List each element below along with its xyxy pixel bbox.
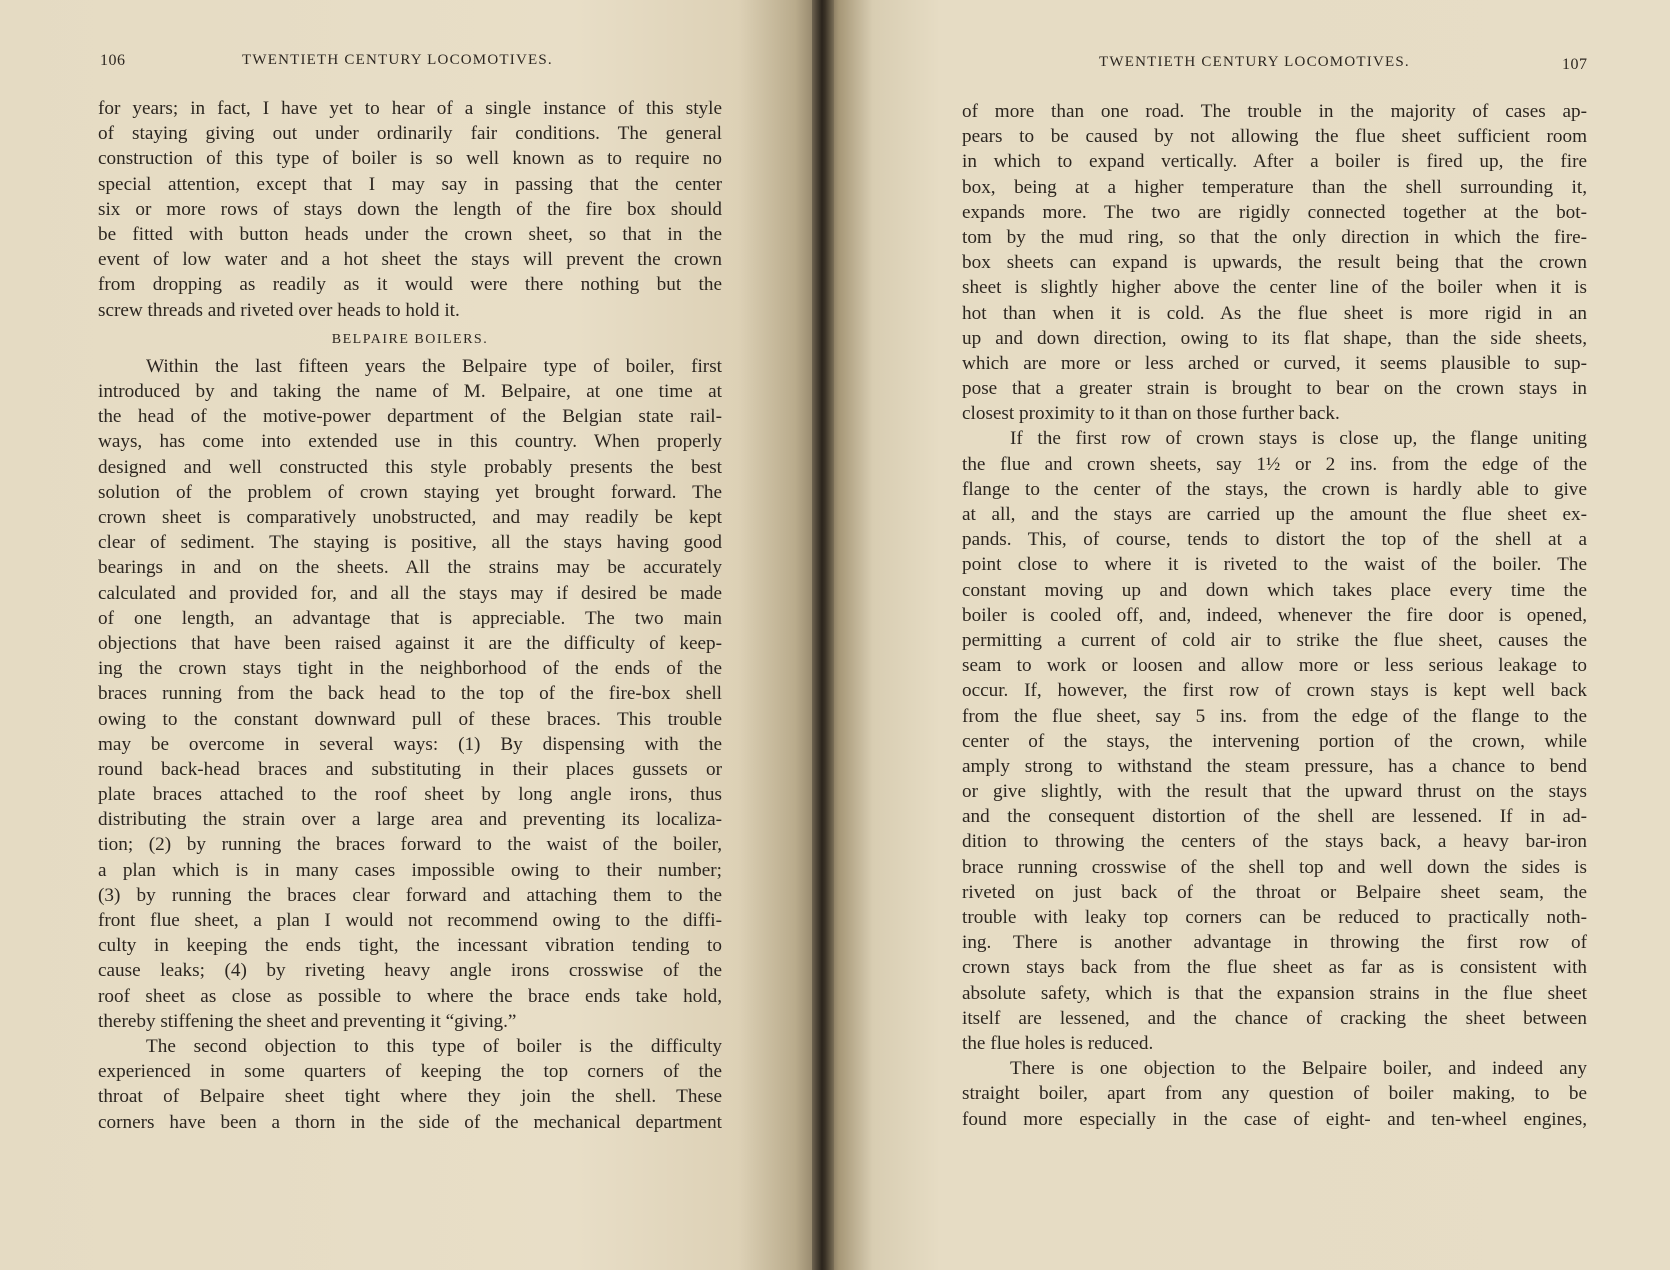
text-line: box, being at a higher temperature than the shell surrounding it, bbox=[962, 176, 1587, 198]
text-line: up and down direction, owing to its flat shape, than the side sheets, bbox=[962, 327, 1587, 349]
text-line: cause leaks; (4) by riveting heavy angle irons crosswise of the bbox=[98, 960, 722, 982]
text-line: six or more rows of stays down the length of the fire box should bbox=[98, 198, 722, 220]
right-paragraph-2 bbox=[962, 426, 1587, 1056]
right-running-head: TWENTIETH CENTURY LOCOMOTIVES. bbox=[1099, 54, 1410, 70]
text-line: event of low water and a hot sheet the stays will prevent the crown bbox=[98, 249, 722, 271]
text-line: roof sheet as close as possible to where the brace ends take hold, bbox=[98, 985, 722, 1007]
right-page bbox=[822, 0, 1670, 1270]
text-line: from the flue sheet, say 5 ins. from the edge of the flange to the bbox=[962, 705, 1587, 727]
text-line: pears to be caused by not allowing the flue sheet sufficient room bbox=[962, 126, 1587, 148]
text-line: owing to the constant downward pull of these braces. This trouble bbox=[98, 708, 722, 730]
text-line: front flue sheet, a plan I would not recommend owing to the diffi- bbox=[98, 910, 722, 931]
text-line: corners have been a thorn in the side of the mechanical department bbox=[98, 1111, 722, 1133]
text-line: clear of sediment. The staying is positive, all the stays having good bbox=[98, 532, 722, 554]
text-line: bearings in and on the sheets. All the strains may be accurately bbox=[98, 557, 722, 579]
text-line: and the consequent distortion of the shell are lessened. If in ad- bbox=[962, 806, 1587, 828]
text-line: the head of the motive-power department of the Belgian state rail- bbox=[98, 406, 722, 428]
text-line: Within the last fifteen years the Belpaire type of boiler, first bbox=[146, 355, 722, 377]
right-paragraph-1 bbox=[962, 99, 1587, 426]
text-line: thereby stiffening the sheet and preventing it “giving.” bbox=[98, 1010, 517, 1032]
left-paragraph-1 bbox=[98, 96, 722, 323]
left-paragraph-3 bbox=[98, 1034, 722, 1135]
left-paragraph-2 bbox=[98, 354, 722, 1034]
text-line: objections that have been raised against it are the difficulty of keep- bbox=[98, 632, 722, 654]
text-line: screw threads and riveted over heads to hold it. bbox=[98, 299, 460, 321]
text-line: expands more. The two are rigidly connected together at the bot- bbox=[962, 201, 1587, 223]
text-line: If the first row of crown stays is close up, the flange uniting bbox=[1010, 428, 1587, 450]
text-line: pands. This, of course, tends to distort the top of the shell at a bbox=[962, 529, 1587, 551]
text-line: construction of this type of boiler is so well known as to require no bbox=[98, 148, 722, 170]
left-page-number: 106 bbox=[100, 52, 126, 69]
text-line: point close to where it is riveted to the waist of the boiler. The bbox=[962, 554, 1587, 576]
text-line: pose that a greater strain is brought to bear on the crown stays in bbox=[962, 378, 1587, 400]
text-line: braces running from the back head to the top of the fire-box shell bbox=[98, 683, 722, 705]
text-line: ing the crown stays tight in the neighborhood of the ends of the bbox=[98, 658, 722, 680]
left-body-text bbox=[98, 96, 722, 1135]
text-line: crown sheet is comparatively unobstructed, and may readily be kept bbox=[98, 507, 722, 528]
text-line: boiler is cooled off, and, indeed, whenever the fire door is opened, bbox=[962, 604, 1587, 626]
text-line: of staying giving out under ordinarily fair conditions. The general bbox=[98, 123, 722, 145]
section-heading: BELPAIRE BOILERS. bbox=[331, 331, 489, 347]
text-line: tion; (2) by running the braces forward to the waist of the boiler, bbox=[98, 834, 722, 856]
right-paragraph-3 bbox=[962, 1056, 1587, 1132]
left-page bbox=[0, 0, 820, 1270]
text-line: flange to the center of the stays, the crown is hardly able to give bbox=[962, 478, 1587, 500]
text-line: absolute safety, which is that the expansion strains in the flue sheet bbox=[962, 982, 1587, 1004]
text-line: introduced by and taking the name of M. Belpaire, at one time at bbox=[98, 381, 722, 403]
text-line: the flue holes is reduced. bbox=[962, 1032, 1154, 1054]
text-line: crown stays back from the flue sheet as far as is consistent with bbox=[962, 957, 1587, 979]
text-line: for years; in fact, I have yet to hear of a single instance of this style bbox=[98, 98, 722, 119]
text-line: seam to work or loosen and allow more or less serious leakage to bbox=[962, 655, 1587, 677]
right-page-number: 107 bbox=[1562, 56, 1588, 73]
text-line: which are more or less arched or curved, it seems plausible to sup- bbox=[962, 352, 1587, 374]
text-line: the flue and crown sheets, say 1½ or 2 ins. from the edge of the bbox=[962, 453, 1587, 475]
text-line: constant moving up and down which takes place every time the bbox=[962, 579, 1587, 601]
text-line: straight boiler, apart from any question of boiler making, to be bbox=[962, 1083, 1587, 1105]
text-line: ing. There is another advantage in throwing the first row of bbox=[962, 932, 1587, 954]
text-line: solution of the problem of crown staying yet brought forward. The bbox=[98, 481, 722, 503]
text-line: of one length, an advantage that is appreciable. The two main bbox=[98, 607, 722, 629]
text-line: be fitted with button heads under the crown sheet, so that in the bbox=[98, 223, 722, 245]
text-line: experienced in some quarters of keeping the top corners of the bbox=[98, 1061, 722, 1083]
text-line: may be overcome in several ways: (1) By dispensing with the bbox=[98, 733, 722, 755]
text-line: occur. If, however, the first row of crown stays is kept well back bbox=[962, 680, 1587, 702]
text-line: ways, has come into extended use in this country. When properly bbox=[98, 431, 722, 453]
text-line: brace running crosswise of the shell top and well down the sides is bbox=[962, 856, 1587, 878]
text-line: found more especially in the case of eight- and ten-wheel engines, bbox=[962, 1108, 1587, 1130]
text-line: from dropping as readily as it would were there nothing but the bbox=[98, 274, 722, 296]
text-line: at all, and the stays are carried up the amount the flue sheet ex- bbox=[962, 504, 1587, 525]
left-running-head: TWENTIETH CENTURY LOCOMOTIVES. bbox=[242, 52, 553, 68]
text-line: riveted on just back of the throat or Belpaire sheet seam, the bbox=[962, 881, 1587, 903]
text-line: trouble with leaky top corners can be reduced to practically noth- bbox=[962, 907, 1587, 928]
text-line: tom by the mud ring, so that the only direction in which the fire- bbox=[962, 226, 1587, 248]
text-line: box sheets can expand is upwards, the result being that the crown bbox=[962, 252, 1587, 274]
text-line: calculated and provided for, and all the stays may if desired be made bbox=[98, 582, 722, 604]
text-line: sheet is slightly higher above the center line of the boiler when it is bbox=[962, 277, 1587, 299]
text-line: permitting a current of cold air to strike the flue sheet, causes the bbox=[962, 629, 1587, 651]
text-line: designed and well constructed this style probably presents the best bbox=[98, 456, 722, 478]
text-line: of more than one road. The trouble in the majority of cases ap- bbox=[962, 101, 1587, 122]
text-line: The second objection to this type of boiler is the difficulty bbox=[146, 1035, 722, 1057]
text-line: dition to throwing the centers of the stays back, a heavy bar-iron bbox=[962, 831, 1587, 853]
text-line: throat of Belpaire sheet tight where they join the shell. These bbox=[98, 1086, 722, 1108]
right-body-text bbox=[962, 99, 1587, 1132]
text-line: hot than when it is cold. As the flue sheet is more rigid in an bbox=[962, 302, 1587, 324]
text-line: in which to expand vertically. After a boiler is fired up, the fire bbox=[962, 151, 1587, 173]
text-line: There is one objection to the Belpaire boiler, and indeed any bbox=[1010, 1058, 1587, 1080]
text-line: closest proximity to it than on those further back. bbox=[962, 403, 1340, 425]
text-line: a plan which is in many cases impossible owing to their number; bbox=[98, 859, 722, 881]
text-line: itself are lessened, and the chance of cracking the sheet between bbox=[962, 1007, 1587, 1029]
text-line: or give slightly, with the result that the upward thrust on the stays bbox=[962, 781, 1587, 803]
text-line: plate braces attached to the roof sheet by long angle irons, thus bbox=[98, 784, 722, 806]
text-line: center of the stays, the intervening portion of the crown, while bbox=[962, 730, 1587, 752]
text-line: round back-head braces and substituting in their places gussets or bbox=[98, 758, 722, 780]
text-line: (3) by running the braces clear forward and attaching them to the bbox=[98, 884, 722, 906]
book-gutter bbox=[812, 0, 834, 1270]
text-line: special attention, except that I may say in passing that the center bbox=[98, 173, 722, 195]
text-line: amply strong to withstand the steam pressure, has a chance to bend bbox=[962, 755, 1587, 777]
text-line: distributing the strain over a large area and preventing its localiza- bbox=[98, 809, 722, 831]
text-line: culty in keeping the ends tight, the incessant vibration tending to bbox=[98, 935, 722, 957]
